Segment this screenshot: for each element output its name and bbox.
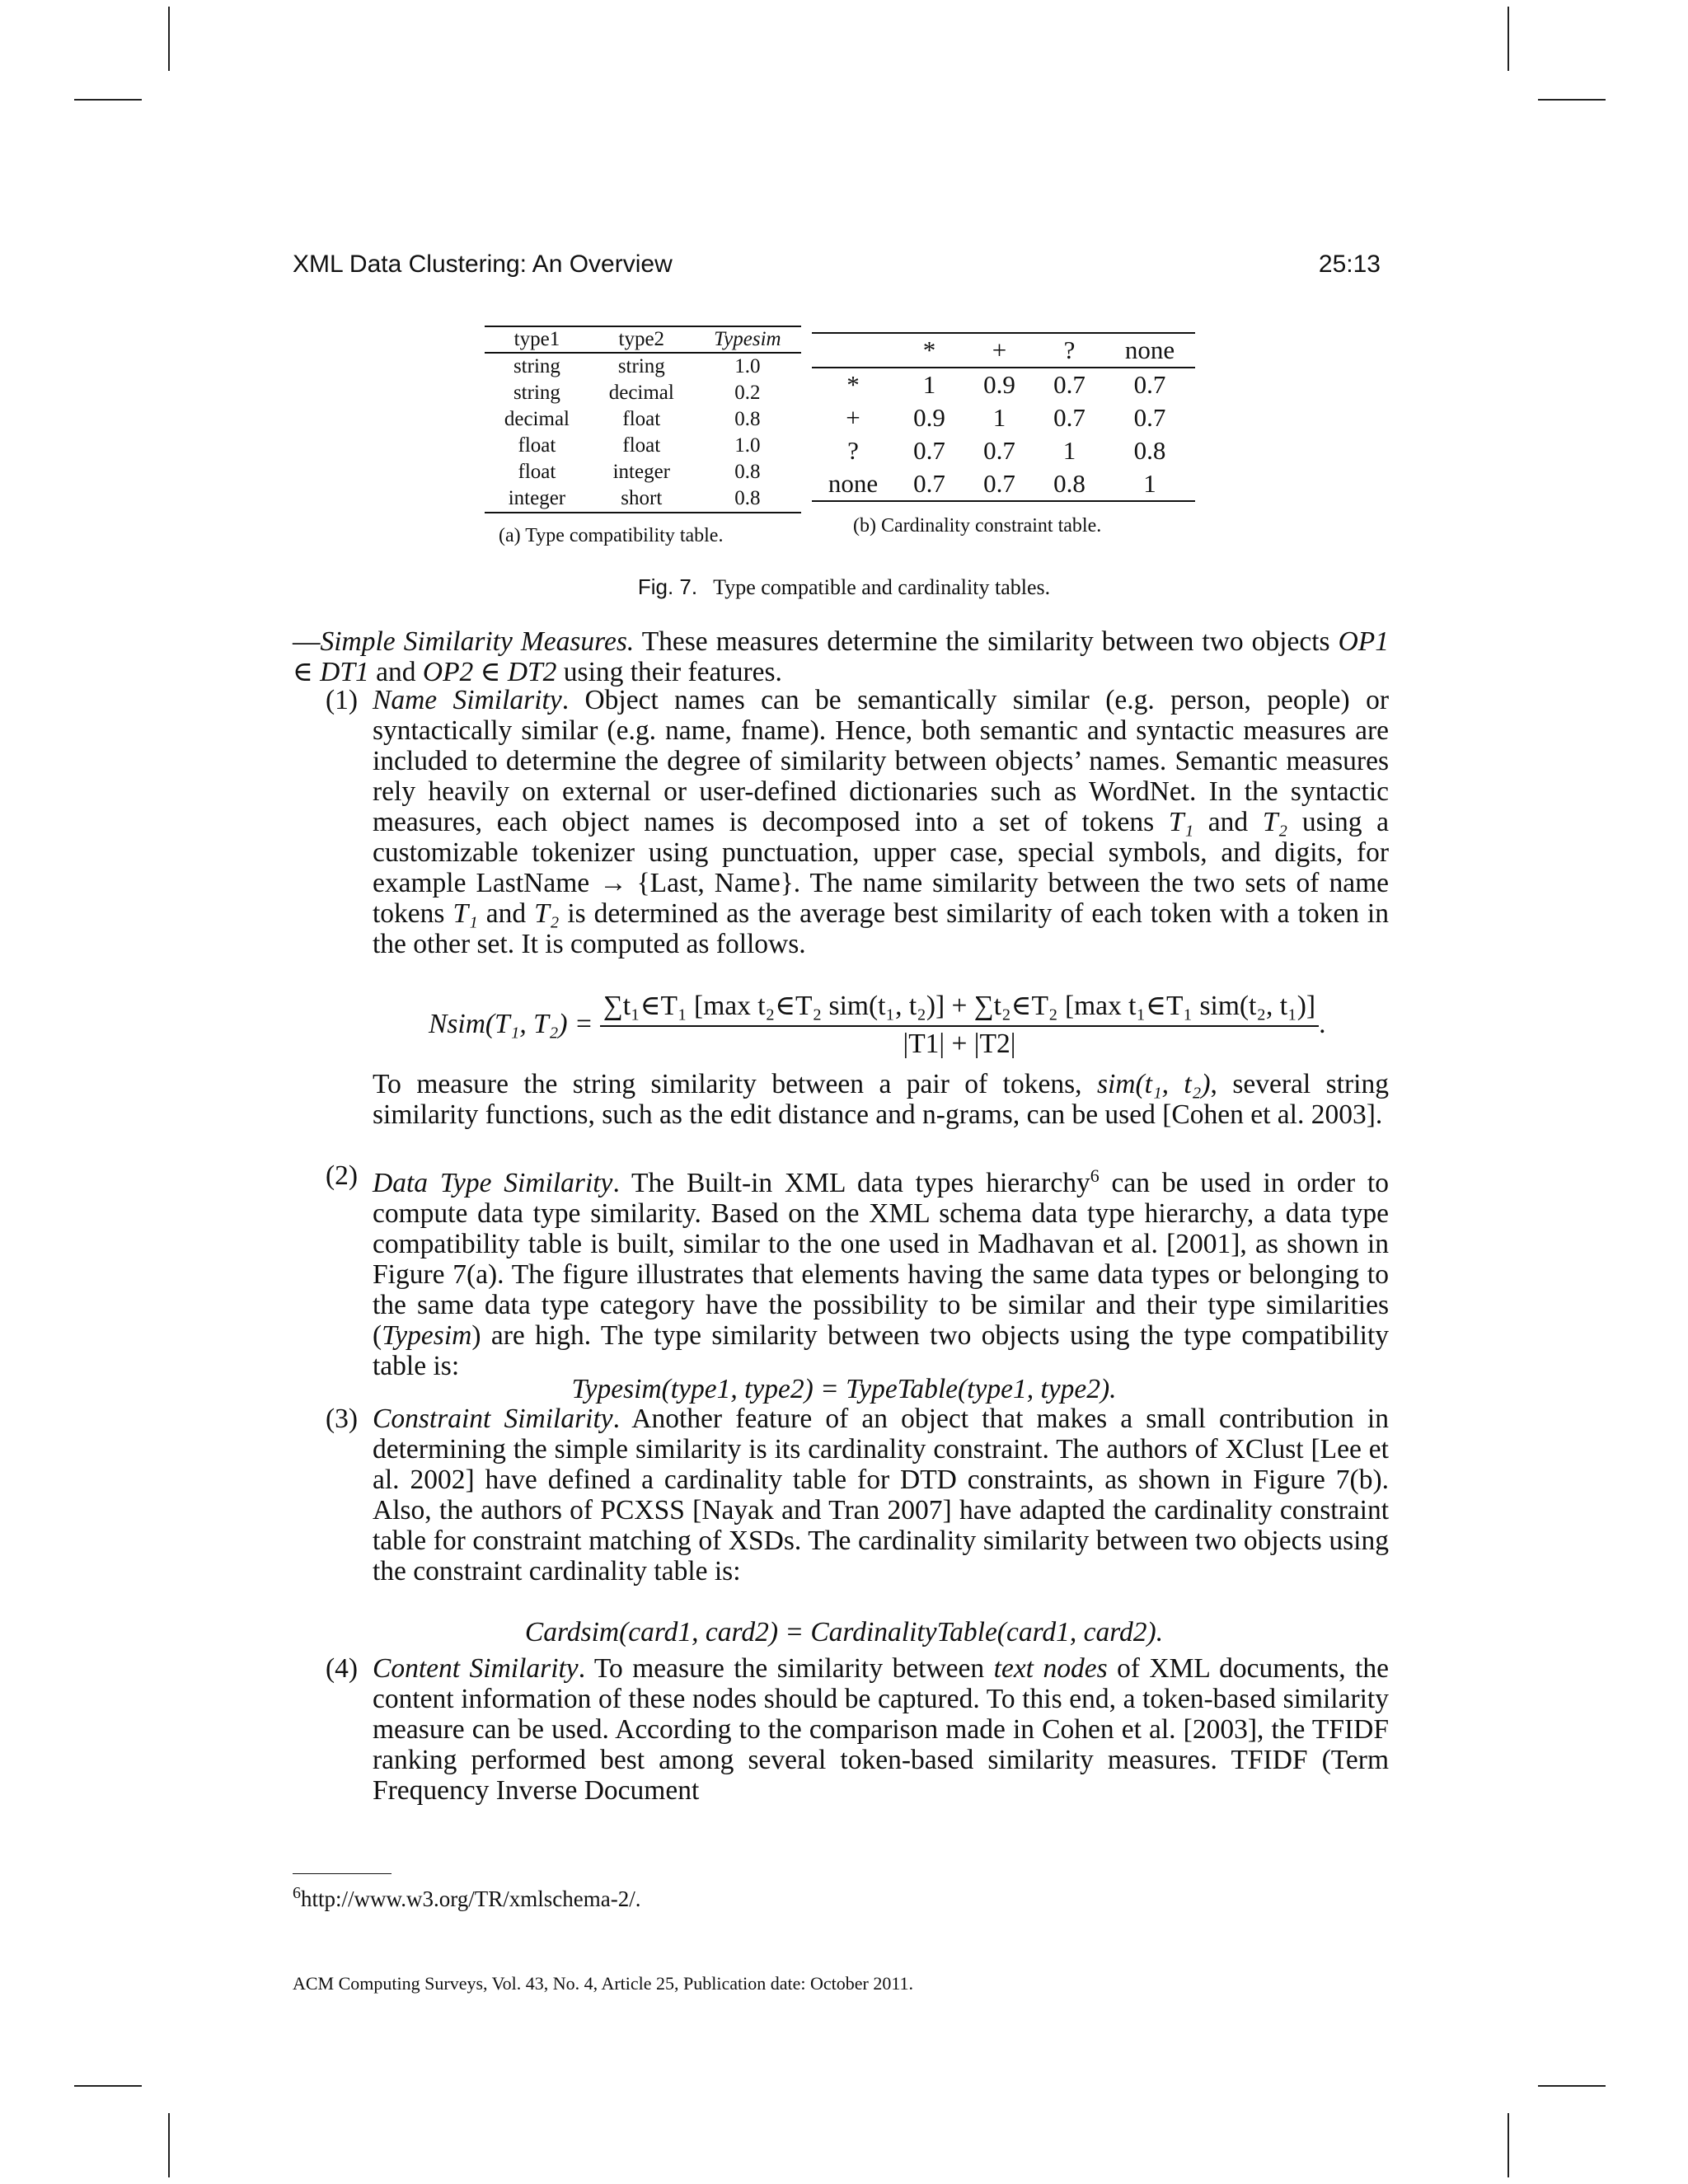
running-head-title: XML Data Clustering: An Overview	[293, 251, 673, 278]
paragraph-text: These measures determine the similarity between two objects	[634, 626, 1339, 657]
table-cell: decimal	[608, 382, 674, 404]
item-heading: Content Similarity	[373, 1653, 579, 1684]
table-cell: float	[518, 434, 556, 457]
table-cell: 1	[1104, 467, 1195, 501]
table-cell: 1	[922, 370, 936, 399]
row-header: +	[846, 403, 860, 432]
paragraph-text: using a customizable tokenizer using punctuation, upper case, special symbols, and digits, for example LastName → {Last, Name}. The name similarity between the two sets of name tokens	[373, 807, 1390, 929]
table-row	[812, 434, 1195, 467]
footnote-ref: 6	[1090, 1165, 1100, 1186]
math-t2: T₂	[534, 898, 560, 929]
list-number: (3)	[326, 1404, 359, 1434]
table-cell: 1.0	[734, 355, 761, 377]
figure-caption-text: Type compatible and cardinality tables.	[713, 575, 1051, 599]
table-cell: decimal	[504, 408, 570, 430]
table-cell: 0.7	[964, 467, 1034, 501]
subfigure-caption-a: (a) Type compatibility table.	[499, 525, 724, 546]
table-cell: short	[589, 485, 694, 513]
column-header	[812, 333, 894, 368]
running-head	[293, 251, 1381, 279]
item-heading: Constraint Similarity	[373, 1404, 613, 1434]
formula-text: Typesim(type1, type2) = TypeTable(type1, type2).	[571, 1374, 1117, 1404]
table-row	[485, 459, 801, 485]
crop-mark-top-right-h	[1538, 99, 1606, 101]
page-number: 25:13	[1318, 251, 1381, 278]
figure-label: Fig. 7.	[637, 574, 698, 599]
column-header: ?	[1034, 333, 1104, 368]
fraction-denominator: |T1| + |T2|	[903, 1029, 1016, 1059]
list-number: (1)	[326, 685, 359, 715]
table-cell: 0.8	[1034, 467, 1104, 501]
intro-paragraph	[293, 626, 1389, 687]
cardinality-constraint-table	[812, 332, 1195, 502]
table-cell: float	[518, 461, 556, 483]
row-header: ?	[847, 436, 859, 465]
nsim-formula	[429, 989, 1325, 1060]
table-cell: float	[622, 408, 661, 430]
em-dash: —	[293, 626, 321, 657]
math-op1: OP1 ∈ DT1	[293, 626, 1389, 687]
table-cell: 0.8	[1133, 436, 1166, 465]
paragraph-text: . The Built-in XML data types hierarchy	[612, 1168, 1090, 1199]
footnote-mark: 6	[293, 1884, 301, 1902]
cardsim-formula	[0, 1617, 1688, 1648]
table-cell: 1.0	[734, 434, 761, 457]
math-t1: T₁	[452, 898, 478, 929]
paragraph-text: and	[477, 898, 535, 929]
math-t1: T₁	[1168, 807, 1194, 837]
list-number: (4)	[326, 1653, 359, 1684]
page-footer: ACM Computing Surveys, Vol. 43, No. 4, Article 25, Publication date: October 2011.	[293, 1973, 914, 1994]
typesim-formula	[0, 1374, 1688, 1405]
table-row	[485, 433, 801, 459]
row-header: none	[812, 467, 894, 501]
crop-mark-top-left-h	[74, 99, 142, 101]
paragraph-text: and	[368, 657, 423, 687]
math-op2: OP2 ∈ DT2	[422, 657, 557, 687]
table-cell: 0.7	[1133, 370, 1166, 399]
column-header: +	[964, 333, 1034, 368]
section-heading: Simple Similarity Measures.	[320, 626, 635, 657]
table-row	[485, 380, 801, 406]
fraction-numerator: ∑t₁∈T₁ [max t₂∈T₂ sim(t₁, t₂)] + ∑t₂∈T₂ [max t₁∈T₁ sim(t₂, t₁)]	[600, 989, 1319, 1027]
table-cell: 0.7	[1053, 370, 1085, 399]
footnote-rule	[293, 1873, 392, 1874]
footnote	[293, 1884, 640, 1912]
paragraph-text: can be used in order to compute data type similarity. Based on the XML schema data type hierarchy, a data type compatibility table is built, similar to the one used in Madhavan et al. [2001], as shown in Figure 7(a). The figure illustrates that elements having the same data types or belonging to the same data type category have the possibility to be similar and their type similarities (	[373, 1168, 1389, 1352]
type-compatibility-table	[485, 326, 801, 513]
paragraph-text: , several string similarity functions, such as the edit distance and n-grams, can be used [Cohen et al. 2003].	[373, 1069, 1389, 1130]
figure-caption	[0, 574, 1688, 600]
column-header: type1	[485, 326, 589, 353]
table-cell: 0.7	[1133, 403, 1166, 432]
table-cell: 1	[1062, 436, 1076, 465]
crop-mark-bottom-left-h	[74, 2085, 142, 2087]
table-cell: 0.9	[913, 403, 945, 432]
table-cell: 0.7	[913, 436, 945, 465]
table-cell: string	[513, 382, 560, 404]
crop-mark-bottom-right-h	[1538, 2085, 1606, 2087]
paragraph-text: ) are high. The type similarity between two objects using the type compatibility table is:	[373, 1320, 1389, 1382]
table-cell: 0.2	[734, 382, 761, 404]
list-item-content-similarity	[326, 1653, 1389, 1806]
item-heading: Data Type Similarity	[373, 1168, 613, 1199]
table-cell: integer	[612, 461, 670, 483]
table-cell: 0.7	[983, 436, 1015, 465]
item-heading: Name Similarity	[373, 685, 562, 715]
paragraph-text: and	[1193, 807, 1263, 837]
crop-mark-top-left-v	[168, 7, 170, 71]
table-cell: 0.7	[894, 467, 964, 501]
paragraph-text: . Object names can be semantically similar (e.g. person, people) or syntactically similar (e.g. name, fname). Hence, both semantic and syntactic measures are included to determine the degree of similarity between objects’ names. Semantic measures rely heavily on external or user-defined dictionaries such as WordNet. In the syntactic measures, each object names is decomposed into a set of tokens	[373, 685, 1389, 837]
list-item-continuation	[326, 1069, 1389, 1130]
formula-period: .	[1319, 1009, 1326, 1039]
table-cell: string	[513, 355, 560, 377]
column-header: type2	[589, 326, 694, 353]
table-cell: 0.8	[694, 485, 801, 513]
table-cell: 0.9	[983, 370, 1015, 399]
list-item-data-type-similarity	[326, 1160, 1389, 1381]
table-cell: 0.7	[1053, 403, 1085, 432]
table-row	[812, 467, 1195, 501]
math-t2: T₂	[1262, 807, 1288, 837]
subfigure-caption-b: (b) Cardinality constraint table.	[853, 515, 1102, 537]
paragraph-text: using their features.	[556, 657, 782, 687]
list-item-constraint-similarity	[326, 1404, 1389, 1586]
column-header: *	[894, 333, 964, 368]
paragraph-text: is determined as the average best similarity of each token with a token in the other set. It is computed as follows.	[373, 898, 1389, 959]
table-row	[812, 368, 1195, 401]
paragraph-text: . Another feature of an object that makes a small contribution in determining the simple similarity is its cardinality constraint. The authors of XClust [Lee et al. 2002] have defined a cardinality table for DTD constraints, as shown in Figure 7(b). Also, the authors of PCXSS [Nayak and Tran 2007] have adapted the cardinality constraint table for constraint matching of XSDs. The cardinality similarity between two objects using the constraint cardinality table is:	[373, 1404, 1389, 1586]
formula-text: Cardsim(card1, card2) = CardinalityTable(card1, card2).	[524, 1617, 1164, 1647]
table-row	[485, 353, 801, 380]
table-cell: 0.8	[734, 461, 761, 483]
table-header-row	[485, 326, 801, 353]
crop-mark-bottom-right-v	[1507, 2113, 1509, 2177]
table-cell: integer	[485, 485, 589, 513]
table-cell: string	[617, 355, 665, 377]
formula-lhs: Nsim(T₁, T₂) =	[429, 1009, 593, 1039]
crop-mark-top-right-v	[1507, 7, 1509, 71]
table-cell: float	[622, 434, 661, 457]
row-header: *	[846, 370, 860, 399]
crop-mark-bottom-left-v	[168, 2113, 170, 2177]
table-cell: 0.8	[734, 408, 761, 430]
table-cell: 1	[992, 403, 1006, 432]
math-sim: sim(t₁, t₂)	[1096, 1069, 1211, 1099]
fraction	[600, 989, 1319, 1060]
paragraph-text: of XML documents, the content information of these nodes should be captured. To this end, a token-based similarity measure can be used. According to the comparison made in Cohen et al. [2003], the TFIDF ranking performed best among several token-based similarity measures. TFIDF (Term Frequency Inverse Document	[373, 1653, 1389, 1806]
table-row	[812, 401, 1195, 434]
table-row	[485, 485, 801, 513]
math-typesim: Typesim	[382, 1320, 472, 1352]
emphasis: text nodes	[993, 1653, 1108, 1684]
list-number: (2)	[326, 1160, 359, 1191]
column-header: none	[1104, 333, 1195, 368]
paragraph-text: To measure the string similarity between a pair of tokens,	[373, 1069, 1097, 1099]
paragraph-text: . To measure the similarity between	[578, 1653, 994, 1684]
list-item-name-similarity	[326, 685, 1389, 959]
column-header: Typesim	[694, 326, 801, 353]
table-header-row	[812, 333, 1195, 368]
footnote-url: http://www.w3.org/TR/xmlschema-2/.	[301, 1886, 641, 1911]
table-row	[485, 406, 801, 433]
